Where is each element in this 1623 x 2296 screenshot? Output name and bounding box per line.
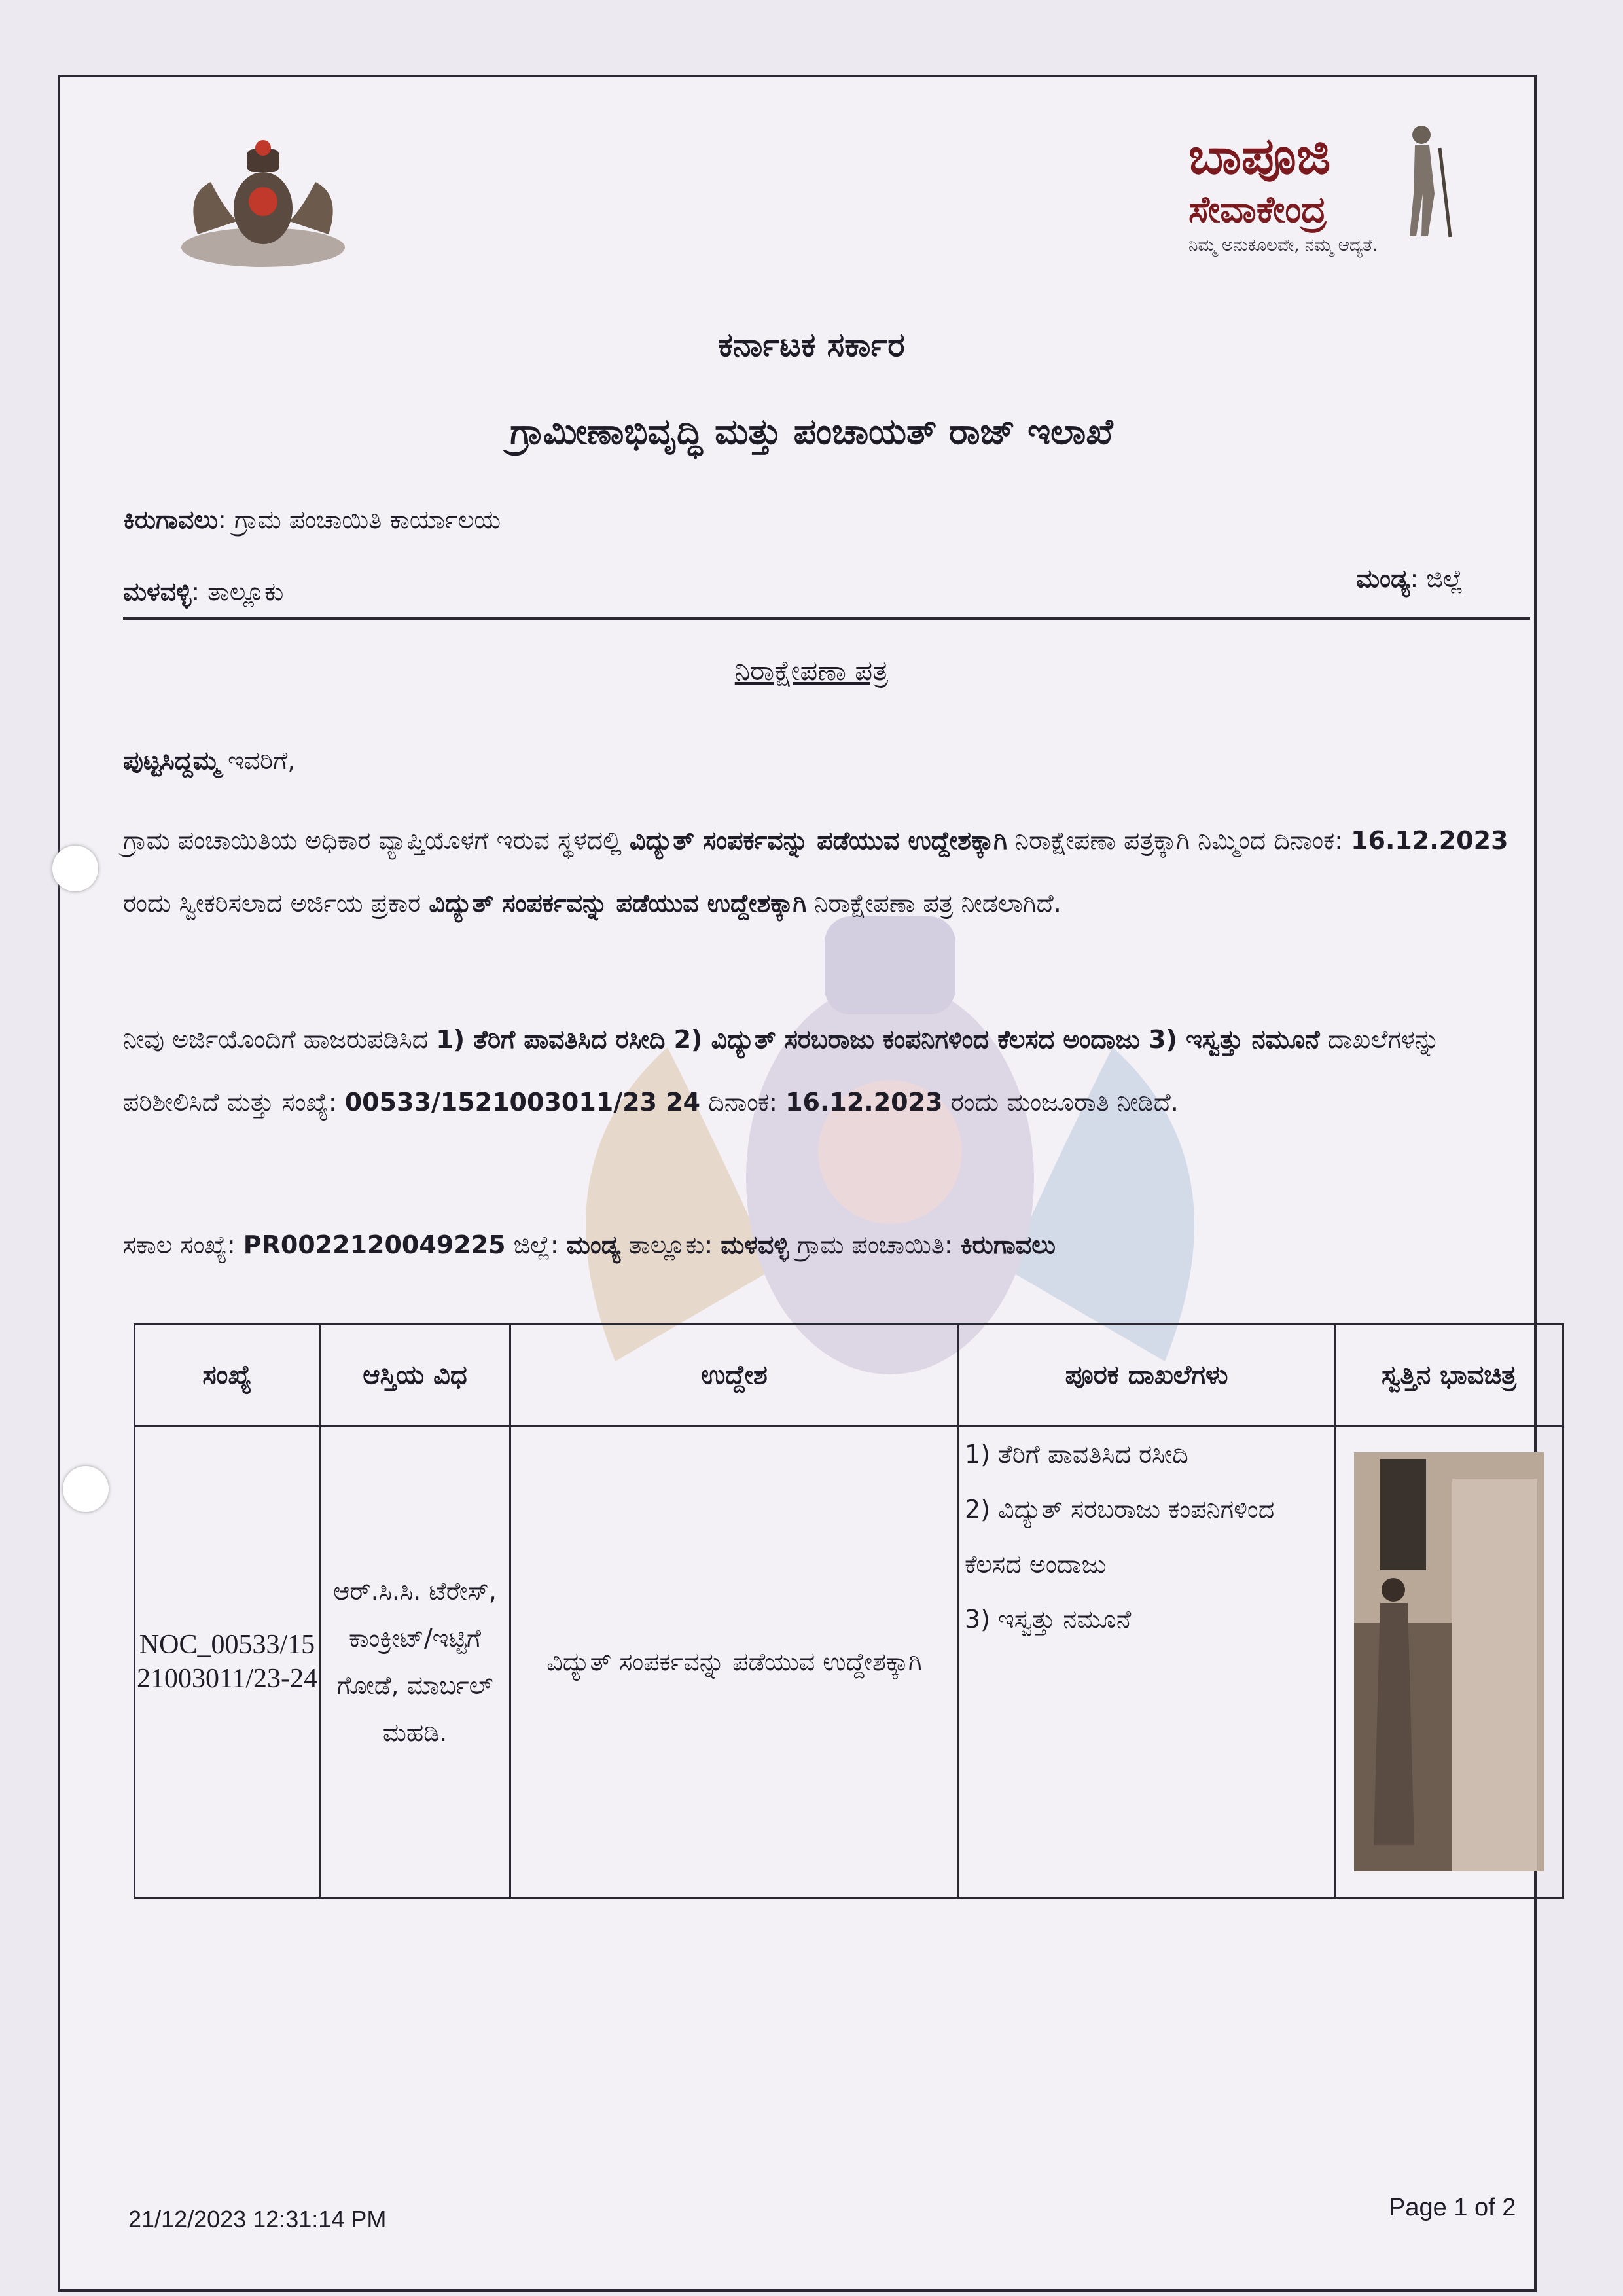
punch-hole: [63, 1466, 109, 1512]
p1-text: ರಂದು ಸ್ವೀಕರಿಸಲಾದ ಅರ್ಜಿಯ ಪ್ರಕಾರ: [123, 889, 429, 918]
print-timestamp: 21/12/2023 12:31:14 PM: [128, 2206, 387, 2233]
sakala-line: [123, 1230, 1056, 1260]
p2-documents: 1) ತೆರಿಗೆ ಪಾವತಿಸಿದ ರಸೀದಿ 2) ವಿದ್ಯುತ್ ಸರಬರಾಜು ಕಂಪನಿಗಳಿಂದ ಕೆಲಸದ ಅಂದಾಜು 3) ಇಸ್ವತ್ತು ನಮೂನೆ: [436, 1025, 1320, 1054]
p2-text: ರಂದು ಮಂಜೂರಾತಿ ನೀಡಿದೆ.: [942, 1088, 1179, 1117]
government-heading: ಕರ್ನಾಟಕ ಸರ್ಕಾರ: [718, 326, 905, 364]
recipient-suffix: ಇವರಿಗೆ,: [219, 746, 296, 775]
panchayat-label: ಕಿರುಗಾವಲು: [123, 505, 219, 534]
column-header: ಪೂರಕ ದಾಖಲೆಗಳು: [959, 1325, 1335, 1426]
taluk-value: : ತಾಲ್ಲೂಕು: [191, 577, 284, 606]
property-type: ಆರ್.ಸಿ.ಸಿ. ಟೆರೇಸ್, ಕಾಂಕ್ರೀಟ್/ಇಟ್ಟಿಗೆ ಗೋಡೆ, ಮಾರ್ಬಲ್ ಮಹಡಿ.: [320, 1426, 510, 1898]
bapuji-seva-kendra-logo: [1186, 122, 1467, 266]
p1-purpose: ವಿದ್ಯುತ್ ಸಂಪರ್ಕವನ್ನು ಪಡೆಯುವ ಉದ್ದೇಶಕ್ಕಾಗಿ: [429, 889, 807, 918]
p2-text: ನೀವು ಅರ್ಜಿಯೊಂದಿಗೆ ಹಾಜರುಪಡಿಸಿದ: [123, 1025, 437, 1054]
paragraph-one: [123, 809, 1530, 935]
document-item: 3) ಇಸ್ವತ್ತು ನಮೂನೆ: [965, 1605, 1132, 1634]
noc-table: [134, 1323, 1564, 1899]
p2-number: 00533/1521003011/23 24: [344, 1088, 701, 1117]
table-row: [135, 1426, 1563, 1898]
sakala-number: PR0022120049225: [243, 1230, 506, 1259]
taluk-label: ಮಳವಳ್ಳಿ: [123, 577, 192, 606]
paragraph-two: [123, 1008, 1530, 1134]
document-item: 2) ವಿದ್ಯುತ್ ಸರಬರಾಜು ಕಂಪನಿಗಳಿಂದ ಕೆಲಸದ ಅಂದಾಜು: [965, 1495, 1275, 1579]
gandhi-figure-icon: [1382, 122, 1461, 240]
logo-title: ಬಾಪೂಜಿ: [1188, 127, 1331, 186]
letter-title: ನಿರಾಕ್ಷೇಪಣಾ ಪತ್ರ: [734, 655, 889, 687]
logo-tagline: ನಿಮ್ಮ ಅನುಕೂಲವೇ, ನಮ್ಮ ಆದ್ಯತೆ.: [1188, 236, 1378, 255]
column-header: ಸಂಖ್ಯೆ: [135, 1325, 320, 1426]
noc-number: NOC_00533/1521003011/23-24: [135, 1426, 320, 1898]
karnataka-emblem-icon: [171, 136, 355, 279]
property-photo-cell: [1335, 1426, 1563, 1898]
column-header: ಆಸ್ತಿಯ ವಿಧ: [320, 1325, 510, 1426]
district-line: [1356, 564, 1463, 594]
p1-text: ನಿರಾಕ್ಷೇಪಣಾ ಪತ್ರಕ್ಕಾಗಿ ನಿಮ್ಮಿಂದ ದಿನಾಂಕ:: [1007, 826, 1351, 855]
p1-text: ನಿರಾಕ್ಷೇಪಣಾ ಪತ್ರ ನೀಡಲಾಗಿದೆ.: [806, 889, 1061, 918]
header-divider: [123, 617, 1530, 620]
recipient-line: [123, 746, 295, 776]
panchayat-line: [123, 505, 501, 535]
logo-subtitle: ಸೇವಾಕೇಂದ್ರ: [1188, 188, 1327, 231]
column-header: ಉದ್ದೇಶ: [510, 1325, 959, 1426]
sakala-gp-label: ಗ್ರಾಮ ಪಂಚಾಯಿತಿ:: [789, 1230, 961, 1259]
sakala-gp: ಕಿರುಗಾವಲು: [960, 1230, 1056, 1259]
p2-date: 16.12.2023: [785, 1088, 943, 1117]
page-number: Page 1 of 2: [1389, 2194, 1516, 2221]
column-header: ಸ್ವತ್ತಿನ ಭಾವಚಿತ್ರ: [1335, 1325, 1563, 1426]
p1-date: 16.12.2023: [1351, 826, 1508, 855]
purpose: ವಿದ್ಯುತ್ ಸಂಪರ್ಕವನ್ನು ಪಡೆಯುವ ಉದ್ದೇಶಕ್ಕಾಗಿ: [510, 1426, 959, 1898]
supporting-documents: [959, 1426, 1335, 1898]
p1-text: ಗ್ರಾಮ ಪಂಚಾಯಿತಿಯ ಅಧಿಕಾರ ವ್ಯಾಪ್ತಿಯೊಳಗೆ ಇರುವ ಸ್ಥಳದಲ್ಲಿ: [123, 826, 630, 855]
sakala-district-label: ಜಿಲ್ಲೆ:: [505, 1230, 567, 1259]
taluk-line: [123, 577, 283, 607]
department-heading: ಗ್ರಾಮೀಣಾಭಿವೃದ್ಧಿ ಮತ್ತು ಪಂಚಾಯತ್ ರಾಜ್ ಇಲಾಖೆ: [510, 411, 1113, 452]
panchayat-value: : ಗ್ರಾಮ ಪಂಚಾಯಿತಿ ಕಾರ್ಯಾಲಯ: [218, 505, 501, 534]
property-photo: [1354, 1452, 1544, 1871]
recipient-name: ಪುಟ್ಟಸಿದ್ದಮ್ಮ: [123, 746, 220, 775]
sakala-label: ಸಕಾಲ ಸಂಖ್ಯೆ:: [123, 1230, 243, 1259]
sakala-district: ಮಂಡ್ಯ: [566, 1230, 621, 1259]
punch-hole: [52, 846, 98, 891]
district-value: : ಜಿಲ್ಲೆ: [1410, 564, 1463, 593]
sakala-taluk-label: ತಾಲ್ಲೂಕು:: [620, 1230, 721, 1259]
district-label: ಮಂಡ್ಯ: [1356, 564, 1410, 593]
sakala-taluk: ಮಳವಳ್ಳಿ: [721, 1230, 789, 1259]
p2-text: ದಿನಾಂಕ:: [700, 1088, 786, 1117]
p1-purpose: ವಿದ್ಯುತ್ ಸಂಪರ್ಕವನ್ನು ಪಡೆಯುವ ಉದ್ದೇಶಕ್ಕಾಗಿ: [630, 826, 1007, 855]
p2-text: ದಾಖಲೆಗಳನ್ನು ಪರಿಶೀಲಿಸಿದೆ ಮತ್ತು ಸಂಖ್ಯೆ:: [123, 1025, 1440, 1117]
document-item: 1) ತೆರಿಗೆ ಪಾವತಿಸಿದ ರಸೀದಿ: [965, 1440, 1188, 1469]
table-header-row: [135, 1325, 1563, 1426]
